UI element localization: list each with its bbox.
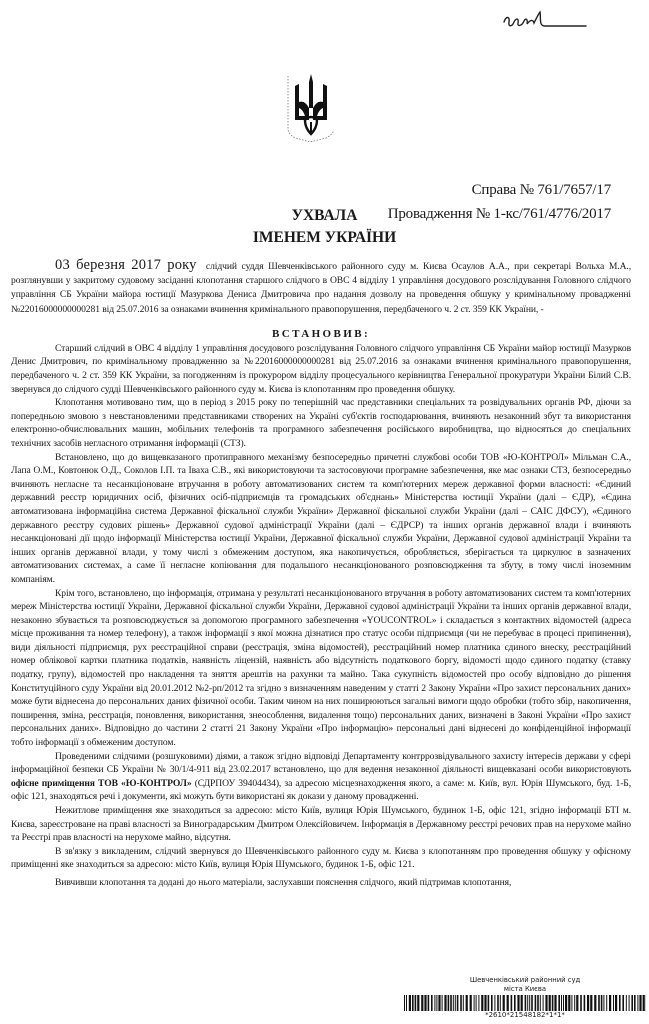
barcode-bar <box>574 995 575 1011</box>
title-line-ruling: УХВАЛА <box>291 207 358 224</box>
search-premises-bold: офісне приміщення ТОВ «Ю-КОНТРОЛ» <box>11 777 192 789</box>
barcode-bar <box>436 995 437 1011</box>
barcode-bar <box>563 995 564 1011</box>
barcode-bar <box>404 995 405 1011</box>
intro-text: слідчий суддя Шевченківського районного суду м. Києва Осаулов А.А., при секретарі Вольха М.А., розглянувши у закритому судовому засіданні клопотання старшого слідчого в ОВС 4 відділу 1 управління досудового розслідування Головного слідчого управління СБ України майора юстиції Мазуркова Дениса Дмитровича про надання дозволу на проведення обшуку у кримінальному провадженні №22016000000000281 від 25.07.2016 за ознаками вчинення кримінального правопорушення, передбаченого ч. 2 ст. 359 КК України, - <box>11 261 631 315</box>
barcode-bar <box>497 995 499 1011</box>
barcode-bar <box>615 995 617 1011</box>
barcode-bar <box>606 995 607 1011</box>
barcode-bar <box>529 995 530 1011</box>
paragraph-personal-data: Крім того, встановлено, що інформація, отримана у результаті несанкціонованого втручання в роботу автоматизованих систем та комп'ютерних мереж Міністерства юстиції України, Державної фіскальної служби України, Державної судової адміністрації України та інших органів державної влади, незаконно збувається та розповсюджується за допомогою програмного забезпечення «YOUCONTROL» і складається з контактних відомостей (адреса місце проживання та номер телефону), а також інформації з якої можна дізнатися про статус особи підприємця (чи не перебуває в процесі припинення), види діяльності підприємця, рух реєстраційної справи (реєстрація, зміна відомостей), реєстраційний номер платника єдиного внеску, реєстраційний номер облікової картки платника податків, наявність ліцензій, наявність або відсутність податкового боргу, відомості щодо єдиного податку (ставку податку, групу), відомостей про накладення та зняття арештів на рахунки та майно. Така сукупність відомостей про особу відповідно до рішення Конституційного суду України від 20.01.2012 №2-рп/2012 та згідно з визначенням наведеним у статті 2 Закону України «Про захист персональних даних» може бути віднесена до персональних даних фізичної особи. Таким чином на них поширюються загальні вимоги щодо обробки (тобто збір, накопичення, поширення, зміна, реєстрація, поновлення, використання, знеособлення, видалення тощо) персональних даних, визначені в Законі України «Про захист персональних даних». Відповідно до частини 2 статті 21 Закону України «Про інформацію» персональні дані віднесені до конфіденційної інформації тобто інформації з обмеженим доступом. <box>11 587 631 749</box>
court-city: міста Києва <box>503 985 547 993</box>
case-number: Справа № 761/7657/17 <box>471 182 611 198</box>
barcode-bar <box>409 995 411 1011</box>
barcode-bar <box>406 995 407 1011</box>
barcode-bar <box>417 995 419 1011</box>
barcode-bar <box>571 995 572 1011</box>
barcode-bar <box>637 995 638 1011</box>
barcode-bar <box>507 995 509 1011</box>
paragraph-having-studied: Вивчивши клопотання та додані до нього матеріали, заслухавши пояснення слідчого, який підтримав клопотання, <box>55 876 512 888</box>
handwritten-signature <box>500 8 590 32</box>
search-text-after: (СДРПОУ 39404434), за адресою місцезнаходження якого, а саме: м. Київ, вул. Юрія Шумського, буд. 1-Б, офіс 121, знаходяться речі і документи, які можуть бути використані як докази у даному провадженні. <box>11 777 632 803</box>
barcode-bar <box>576 995 578 1011</box>
barcode-bar <box>527 995 528 1011</box>
barcode-bar <box>639 995 641 1011</box>
barcode-bar <box>601 995 603 1011</box>
barcode-bar <box>476 995 477 1011</box>
paragraph-search-premises <box>11 750 631 804</box>
barcode-bar <box>549 995 551 1011</box>
barcode-bar <box>580 995 582 1011</box>
paragraph-established-persons: Встановлено, що до вищевказаного протиправного механізму безпосередньо причетні службові особи ТОВ «Ю-КОНТРОЛ» Мільман С.А., Лапа О.М., Ковтонюк О.Д., Соколов І.П. та Іваха С.В., які використовуючи та застосовуючи програмне забезпечення, яке має ознаки СТЗ, безпосередньо вчиняють негласне та несанкціоноване втручання в роботу автоматизованих систем та комп'ютерних мереж державної форми власності: «Єдиний державний реєстр юридичних осіб, фізичних осіб-підприємців та громадських об'єднань» Міністерства юстиції України (далі – ЄДР), «Єдина автоматизована інформаційна система Державної фіскальної служби України» Державної фіскальної служби України (далі – САІС ДФСУ), «Єдиного державного реєстру судових рішень» Державної судової адміністрації України (далі – ЄДРСР) та інших органів державної влади і вчиняють несанкціоновані дії щодо інформації Міністерства юстиції України, Державної фіскальної служби України, Державної судової адміністрації України та інших органів державної влади, у тому числі з обмеженим доступом, яка накопичується, обробляється, зберігається та циркулює в зазначених автоматизованих системах, а саме її негласне копіювання для подальшого несанкціонованого розповсюдження та збуту, в тому числі іноземним компаніям. <box>11 451 631 585</box>
barcode-bar <box>466 995 468 1011</box>
barcode-bar <box>568 995 570 1011</box>
barcode-bar <box>525 995 527 1011</box>
barcode-bar <box>450 995 452 1011</box>
ruling-date: 03 березня 2017 року <box>55 257 197 273</box>
barcode-bar <box>488 995 490 1011</box>
search-text-before: Проведеними слідчими (розшуковими) діями, а також згідно відповіді Департаменту контррозвідувального захисту інтересів держави у сфері інформаційної безпеки СБ України № 30/1/4-911 від 23.02.2017 встановлено, що для ведення незаконної діяльності вищевказані особи використовують <box>11 750 631 776</box>
barcode-bar <box>500 995 501 1011</box>
barcode-bar <box>535 995 537 1011</box>
barcode-bar <box>552 995 554 1011</box>
barcode-bar <box>545 995 547 1011</box>
trident-coat-of-arms-icon <box>286 72 336 152</box>
barcode-bar <box>463 995 464 1011</box>
paragraph-property-ownership: Нежитлове приміщення яке знаходиться за адресою: місто Київ, вулиця Юрія Шумського, будинок 1-Б, офіс 121, згідно інформації БТІ м. Києва, зареєстроване на праві власності за Виноградарським Дмитром Олексійовичем. Інформація в Державному реєстрі речових прав на нерухоме майно та Реєстрі прав власності на нерухоме майно, відсутня. <box>11 805 631 844</box>
barcode-bar <box>484 995 486 1011</box>
title-line-in-name-of-ukraine: ІМЕНЕМ УКРАЇНИ <box>252 229 397 246</box>
barcode-bar <box>634 995 636 1011</box>
barcode-bar <box>540 995 541 1011</box>
barcode-bar <box>438 995 440 1011</box>
intro-paragraph <box>11 258 631 317</box>
barcode-bar <box>537 995 539 1011</box>
barcode-bar <box>503 995 505 1011</box>
barcode-bar <box>631 995 633 1011</box>
barcode-bar <box>481 995 483 1011</box>
barcode-bar <box>457 995 459 1011</box>
barcode-bar <box>587 995 589 1011</box>
barcode-bar <box>431 995 433 1011</box>
barcode-bar <box>421 995 423 1011</box>
barcode-bar <box>424 995 426 1011</box>
barcode-bar <box>554 995 556 1011</box>
paragraph-investigator-request: Старший слідчий в ОВС 4 відділу 1 управління досудового розслідування Головного слідчого управління СБ України майор юстиції Мазурков Денис Дмитрович, по кримінальному провадженню за №22016000000000281 від 25.07.2016 за ознаками вчинення кримінального правопорушення, передбаченого ч. 2 ст. 359 КК України, за погодженням із прокурором відділу процесуального керівництва Генеральної прокуратури України Білий С.В. звернувся до слідчого судді Шевченківського районного суду м. Києва із клопотанням про проведення обшуку. <box>11 342 631 395</box>
barcode-bar <box>412 995 414 1011</box>
barcode-bar <box>442 995 443 1011</box>
barcode-bar <box>531 995 533 1011</box>
barcode-bar <box>494 995 495 1011</box>
barcode-bar <box>613 995 614 1011</box>
barcode-bar <box>561 995 562 1011</box>
barcode-bar <box>629 995 630 1011</box>
barcode-bar <box>511 995 513 1011</box>
court-name: Шевченківський районний суд <box>469 976 581 984</box>
document-title <box>0 205 649 249</box>
paragraph-motivation: Клопотання мотивовано тим, що в період з 2015 року по теперішній час представники спеціальних та розвідувальних органів РФ, діючи за попередньою змовою з невстановленими представниками створених на Україні суб'єктів господарювання, вчиняють незаконний збут та використання електронно-обчислювальних машин, мобільних телефонів та програмного забезпечення російського виробництва, що відносяться до спеціальних технічних засобів негласного отримання інформації (СТЗ). <box>11 397 631 449</box>
barcode-bar <box>460 995 462 1011</box>
barcode-bar <box>415 995 417 1011</box>
barcode-bar <box>609 995 611 1011</box>
barcode-bar <box>453 995 454 1011</box>
barcode-bar <box>598 995 600 1011</box>
barcode-bar <box>514 995 516 1011</box>
barcode-bar <box>455 995 456 1011</box>
barcode-icon <box>404 995 646 1011</box>
barcode-bar <box>517 995 519 1011</box>
barcode-bar <box>428 995 430 1011</box>
barcode-bar <box>619 995 621 1011</box>
barcode-bar <box>491 995 493 1011</box>
barcode-bar <box>565 995 567 1011</box>
barcode-bar <box>594 995 596 1011</box>
barcode-bar <box>558 995 560 1011</box>
proceeding-number: Провадження № 1-кс/761/4776/2017 <box>387 206 611 222</box>
document-body <box>11 258 631 890</box>
barcode-bar <box>448 995 450 1011</box>
barcode-bar <box>603 995 604 1011</box>
barcode-bar <box>434 995 435 1011</box>
court-stamp <box>405 976 645 994</box>
barcode-bar <box>444 995 446 1011</box>
barcode-bar <box>470 995 472 1011</box>
barcode-bar <box>622 995 624 1011</box>
barcode-bar <box>521 995 523 1011</box>
barcode-bar <box>478 995 479 1011</box>
barcode-bar <box>590 995 592 1011</box>
barcode-bar <box>643 995 645 1011</box>
section-heading-established: ВСТАНОВИВ: <box>271 327 371 340</box>
barcode-bar <box>626 995 627 1011</box>
barcode-number: *2610*21548182*1*1* <box>485 1011 565 1019</box>
paragraph-petition: В зв'язку з викладеним, слідчий звернувся до Шевченківського районного суду м. Києва з клопотанням про проведення обшуку у офісному приміщенні яке знаходиться за адресою: місто Київ, вулиця Юрія Шумського, будинок 1-Б, офіс 121. <box>11 845 631 871</box>
barcode-bar <box>584 995 586 1011</box>
barcode-bar <box>474 995 475 1011</box>
barcode-bar <box>543 995 544 1011</box>
